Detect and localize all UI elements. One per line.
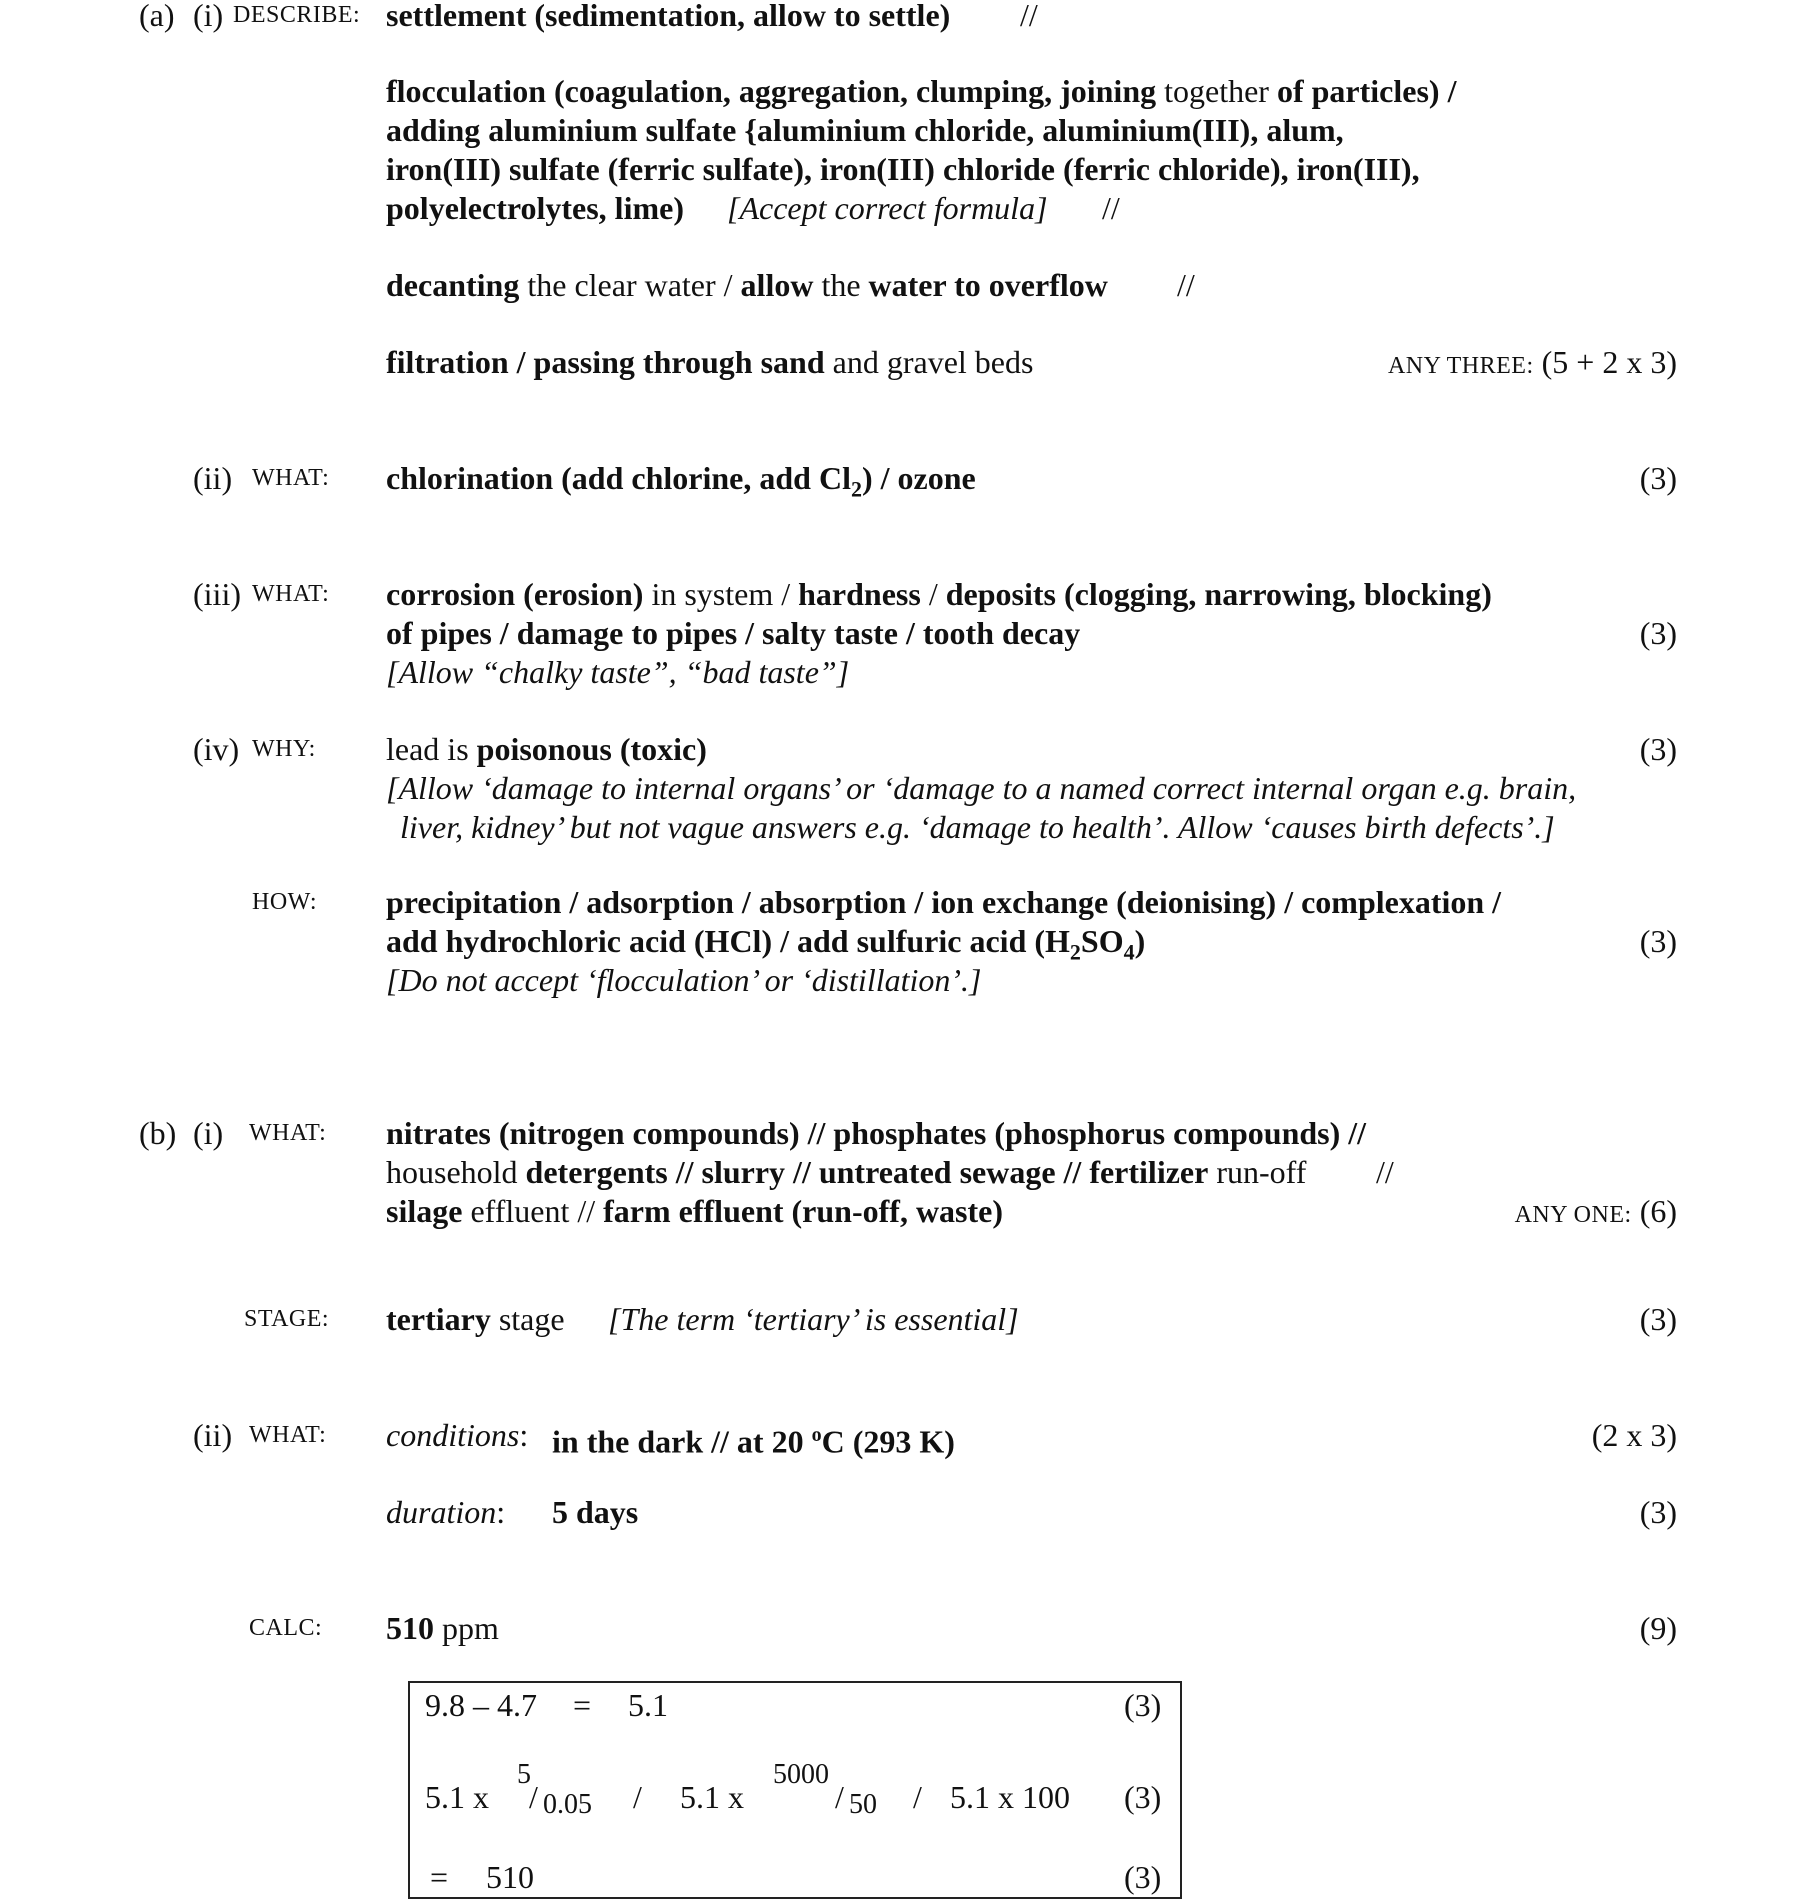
a-ii-marks: (3) — [1639, 460, 1677, 496]
b-i-stage-marks: (3) — [1639, 1301, 1677, 1337]
calc-row-2-term-3: 5.1 x 100 — [950, 1779, 1070, 1815]
a-iii-marks: (3) — [1639, 615, 1677, 651]
b-ii-duration-answer: 5 days — [552, 1494, 639, 1530]
b-i-stage-note: [The term ‘tertiary’ is essential] — [608, 1301, 1019, 1337]
a-iv-how-line-2: add hydrochloric acid (HCl) / add sulfuric acid $(H_2SO_4)$ — [386, 923, 1146, 965]
a-i-line-7: filtration / passing through sand and gravel beds — [386, 344, 1034, 380]
b-ii-conditions-answer: in the dark // at 20 $^o$C (293 K) — [552, 1423, 955, 1460]
a-iii-line-3: [Allow “chalky taste”, “bad taste”] — [386, 654, 850, 690]
b-ii-calc-label: CALC: — [249, 1615, 323, 1641]
b-i-line-2: household detergents // slurry // untreated sewage // fertilizer run-off — [386, 1154, 1307, 1190]
b-ii-conditions: conditions: — [386, 1417, 529, 1453]
a-iii-line-1: corrosion (erosion) in system / hardness / deposits (clogging, narrowing, blocking) — [386, 576, 1492, 612]
a-i-line-1: settlement (sedimentation, allow to settle) — [386, 0, 951, 33]
calc-row-2-num-2: 5000 — [773, 1759, 829, 1790]
a-i-line-5-sep: // — [1102, 190, 1120, 226]
b-i-line-1: nitrates (nitrogen compounds) // phosphates (phosphorus compounds) // — [386, 1115, 1367, 1151]
a-i-describe-label: DESCRIBE: — [233, 2, 361, 28]
a-iv-line-3: liver, kidney’ but not vague answers e.g. ‘damage to health’. Allow ‘causes birth defects’.] — [400, 809, 1555, 845]
b-i-line-2-sep: // — [1376, 1154, 1394, 1190]
a-i-line-4: iron(III) sulfate (ferric sulfate), iron(III) chloride (ferric chloride), iron(III), — [386, 151, 1420, 187]
a-i-line-1-sep: // — [1020, 0, 1038, 33]
calc-row-3-equals: = — [430, 1859, 449, 1895]
a-i-line-6: decanting the clear water / allow the water to overflow — [386, 267, 1108, 303]
calc-row-1-marks: (3) — [1124, 1687, 1162, 1723]
b-ii-number: (ii) — [193, 1417, 233, 1453]
calc-row-2-marks: (3) — [1124, 1779, 1162, 1815]
a-ii-what-label: WHAT: — [252, 465, 330, 491]
a-iv-how-line-3: [Do not accept ‘flocculation’ or ‘distillation’.] — [386, 962, 982, 998]
calc-row-1-expr: 9.8 – 4.7 — [425, 1687, 537, 1723]
calc-row-2-num-1: 5 — [517, 1759, 531, 1790]
b-ii-calc-marks: (9) — [1639, 1610, 1677, 1646]
a-i-number: (i) — [193, 0, 224, 33]
calc-row-2-sep-1: / — [633, 1779, 642, 1815]
a-iv-how-marks: (3) — [1639, 923, 1677, 959]
b-ii-duration-marks: (3) — [1639, 1494, 1677, 1530]
part-a-label: (a) — [139, 0, 175, 33]
calc-row-1-equals: = — [573, 1687, 592, 1723]
calc-row-2-den-2: 50 — [849, 1789, 877, 1820]
calc-row-2-slash-2: / — [835, 1779, 844, 1815]
calc-row-1-result: 5.1 — [628, 1687, 668, 1723]
a-ii-number: (ii) — [193, 460, 233, 496]
b-i-line-3: silage effluent // farm effluent (run-off, waste) — [386, 1193, 1004, 1229]
b-i-stage-label: STAGE: — [244, 1306, 330, 1332]
b-ii-conditions-marks: (2 x 3) — [1591, 1417, 1677, 1453]
calc-row-3-marks: (3) — [1124, 1859, 1162, 1895]
calc-row-2-slash-1: / — [529, 1779, 538, 1815]
a-i-line-2: flocculation (coagulation, aggregation, clumping, joining together of particles) / — [386, 73, 1457, 109]
b-i-number: (i) — [193, 1115, 224, 1151]
b-i-stage-answer: tertiary stage — [386, 1301, 565, 1337]
part-b-label: (b) — [139, 1115, 177, 1151]
a-i-line-6-sep: // — [1177, 267, 1195, 303]
a-iii-number: (iii) — [193, 576, 241, 612]
a-iv-line-2: [Allow ‘damage to internal organs’ or ‘damage to a named correct internal organ e.g. brain, — [386, 770, 1577, 806]
calc-row-2-term-1: 5.1 x — [425, 1779, 489, 1815]
a-iv-number: (iv) — [193, 731, 240, 767]
a-iv-marks: (3) — [1639, 731, 1677, 767]
calc-row-2-sep-2: / — [913, 1779, 922, 1815]
b-ii-calc-answer: 510 ppm — [386, 1610, 499, 1646]
b-ii-what-label: WHAT: — [249, 1422, 327, 1448]
a-iv-how-label: HOW: — [252, 889, 318, 915]
calc-row-2-term-2: 5.1 x — [680, 1779, 744, 1815]
a-iii-line-2: of pipes / damage to pipes / salty taste / tooth decay — [386, 615, 1081, 651]
a-iv-why-label: WHY: — [252, 736, 316, 762]
a-iv-line-1: lead is poisonous (toxic) — [386, 731, 707, 767]
b-i-marks: ANY ONE: (6) — [1514, 1193, 1677, 1229]
a-ii-answer: chlorination (add chlorine, add $Cl_2$) / ozone — [386, 460, 976, 502]
a-i-line-5-note: [Accept correct formula] — [727, 190, 1048, 226]
calc-row-2-den-1: 0.05 — [543, 1789, 592, 1820]
a-i-line-3: adding aluminium sulfate {aluminium chloride, aluminium(III), alum, — [386, 112, 1344, 148]
b-i-what-label: WHAT: — [249, 1120, 327, 1146]
a-i-line-5: polyelectrolytes, lime) — [386, 190, 684, 226]
a-iii-what-label: WHAT: — [252, 581, 330, 607]
a-iv-how-line-1: precipitation / adsorption / absorption / ion exchange (deionising) / complexation / — [386, 884, 1502, 920]
calc-row-3-result: 510 — [486, 1859, 534, 1895]
a-i-marks: ANY THREE: (5 + 2 x 3) — [1387, 344, 1677, 380]
b-ii-duration: duration: — [386, 1494, 506, 1530]
